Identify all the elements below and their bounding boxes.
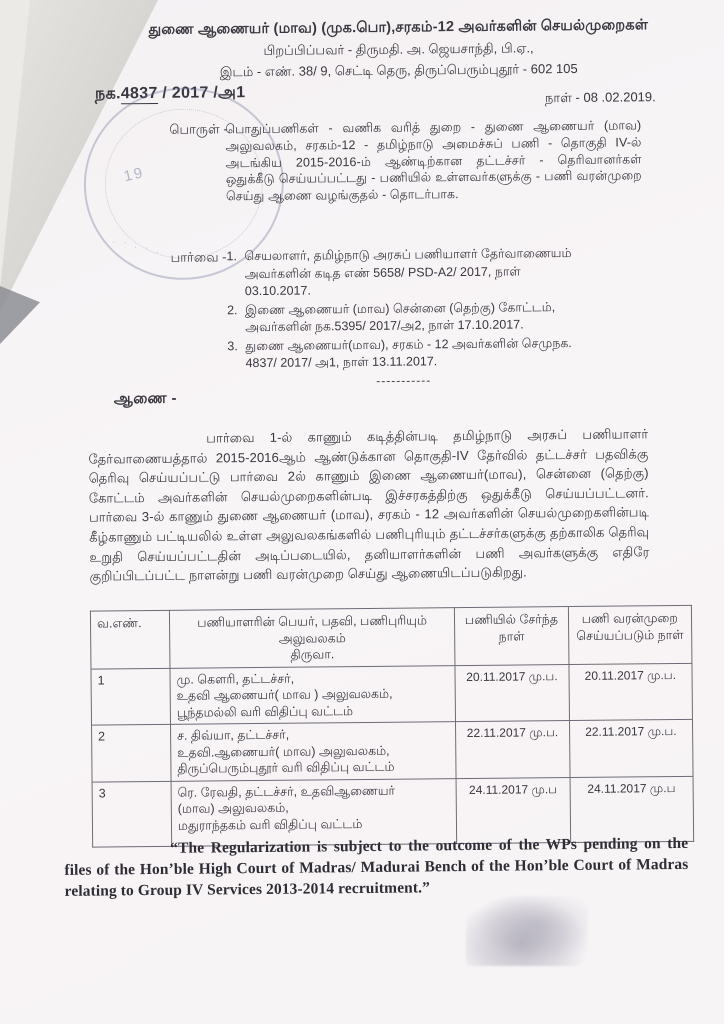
reference-number-value: 4837 [120,84,158,103]
cell-name: ரெ. ரேவதி, தட்டச்சர், உதவிஆணையர் (மாவ) அலுவலகம், மதுராந்தகம் வரி விதிப்பு வட்டம் [171,778,457,846]
order-body-paragraph: பார்வை 1-ல் காணும் கடித்தின்படி தமிழ்நாடு அரசுப் பணியாளர் தேர்வாணையத்தால் 2015-2016ஆம் ஆண்டுக்கான தொகுதி-IV தேர்வில் தட்டச்சர் பதவிக்கு தெரிவு செய்யப்பட்டு பார்வை 2ல் காணும் இணை ஆணையர்(மாவ), சென்னை (தெற்கு) கோட்டம் அவர்களின் செயல்முறைகளின்படி இச்சரகத்திற்கு ஒதுக்கீடு செய்யப்பட்டனர். பார்வை 3-ல் காணும் துணை ஆணையர் (மாவ), சரகம் - 12 அவர்களின் செயல்முறைகளின்படி கீழ்காணும் பட்டியலில் உள்ள அலுவலகங்களில் பணிபுரியும் தட்டச்சர்களுக்கு தற்காலிக தெரிவு உறுதி செய்யப்பட்டதின் அடிப்படையில், தனியாளர்களின் பணி அவர்களுக்கு எதிரே குறிப்பிடப்பட்ட நாளன்று பணி வரன்முறை செய்து ஆணையிடப்படுகிறது. [88,426,650,584]
reference-item [227,334,579,372]
cell-regularized-date: 24.11.2017 மு.ப [570,776,694,842]
cell-regularized-date: 22.11.2017 மு.ப. [569,719,693,777]
reference-item [226,245,578,301]
reference-item-text: இணை ஆணையர் (மாவ) சென்னை (தெற்கு) கோட்டம், அவர்களின் நக.5395/ 2017/அ2, நாள் 17.10.2017. [244,299,556,335]
reference-number-prefix: நக. [94,85,121,103]
letterhead-office-line: துணை ஆணையர் (மாவ) (முக.பொ),சரகம்-12 அவர்களின் செயல்முறைகள் [148,17,649,39]
letterhead-address-line: இடம் - எண். 38/ 9, செட்டி தெரு, திருப்பெரும்புதூர் - 602 105 [219,60,578,80]
subject-section [169,117,642,206]
reference-number-suffix: / 2017 /அ1 [157,84,246,102]
table-row [91,663,693,725]
table-row [92,719,694,781]
reference-item-number: 1. [226,249,238,264]
table-header-row [90,605,692,668]
document-date: நாள் - 08 .02.2019. [544,89,656,106]
reference-item-text: செயலாளர், தமிழ்நாடு அரசுப் பணியாளர் தேர்வாணையம் அவர்களின் கடித எண் 5658/ PSD-A2/ 2017, நாள் 03.10.2017. [244,245,572,299]
reference-item-number: 3. [227,338,238,353]
references-section [170,245,611,390]
letterhead-issuer-line: பிறப்பிப்பவர் - திருமதி. அ. ஜெயசாந்தி, பி.ஏ., [263,40,534,58]
col-header-serial: வ.எண். [90,610,169,668]
cell-name: ச. திவ்யா, தட்டச்சர், உதவி.ஆணையர்( மாவ) அலுவலகம், திருப்பெரும்புதூர் வரி விதிப்பு வட்டம் [170,722,456,781]
cell-serial: 2 [92,724,171,781]
letterhead [128,15,669,83]
cell-name: மு. கெளரி, தட்டச்சர், உதவி ஆணையர்( மாவ ) அலுவலகம், பூந்தமல்லி வரி விதிப்பு வட்டம் [170,665,456,724]
regularization-table [90,605,694,847]
subject-text: பொதுப்பணிகள் - வணிக வரித் துறை - துணை ஆணையர் (மாவ) அலுவலகம், சரகம்-12 - தமிழ்நாடு அமைச்சுப் பணி - தொகுதி IV-ல் அடங்கிய 2015-2016-ம் ஆண்டிற்கான தட்டச்சர் - தெரிவானர்கள் ஒதுக்கீடு செய்யப்பட்டது - பணியில் உள்ளவர்களுக்கு - பணி வரன்முறை செய்து ஆணை வழங்குதல் - தொடர்பாக. [225,118,642,204]
reference-item [227,298,579,336]
col-header-regularized-date: பணி வரன்முறை செய்யப்படும் நாள் [568,605,692,664]
order-heading: ஆணை - [113,389,177,408]
reference-number [95,83,246,104]
english-regularization-note: “The Regularization is subject to the outcome of the WPs pending on the files of the Hon’ble High Court of Madras/ Madurai Bench of the Hon’ble Court of Madras relating to Group IV Services 2013-2014 recruitment.” [64,834,689,900]
seal-faint-text: 19 [122,164,147,186]
cell-regularized-date: 20.11.2017 மு.ப. [568,663,692,721]
col-header-name: பணியாளரின் பெயர், பதவி, பணிபுரியும் அலுவலகம் திருவா. [169,608,455,668]
col-header-joined-date: பணியில் சேர்ந்த நாள் [455,607,569,666]
cell-serial: 3 [92,781,172,847]
subject-label: பொருள் - [169,121,228,137]
references-label: பார்வை - [170,249,227,265]
references-list [226,245,579,373]
reference-item-text: துணை ஆணையர்(மாவ), சரகம் - 12 அவர்களின் செமுநக. 4837/ 2017/ அ1, நாள் 13.11.2017. [245,335,572,371]
cell-joined-date: 22.11.2017 மு.ப. [456,721,570,779]
cell-joined-date: 20.11.2017 மு.ப. [455,664,569,722]
cell-joined-date: 24.11.2017 மு.ப [456,777,570,843]
reference-item-number: 2. [226,302,238,317]
section-separator-dashes: ----------- [376,372,432,388]
seal-arc-marks: . · . · . [111,234,164,256]
cell-serial: 1 [91,668,170,725]
